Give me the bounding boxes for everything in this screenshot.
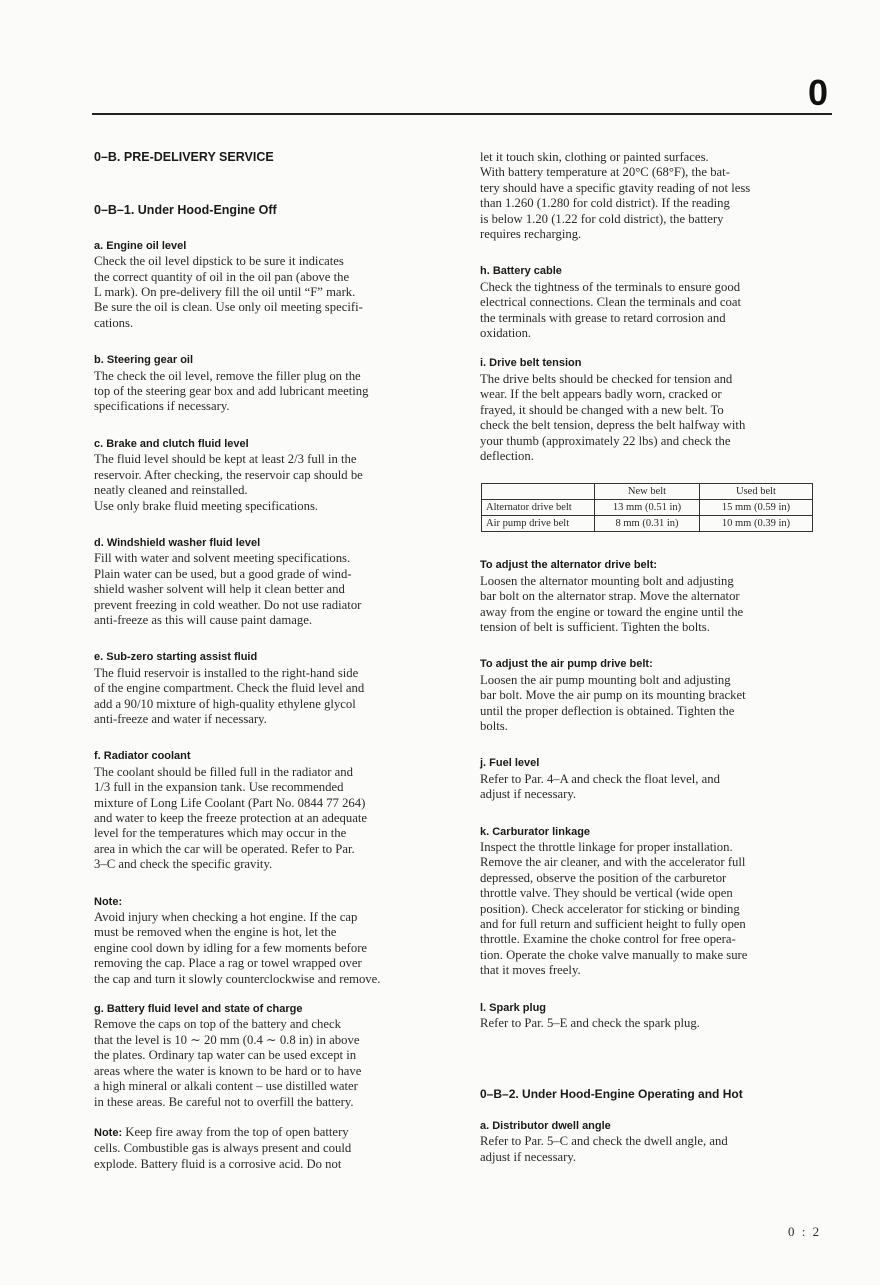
text-line: away from the engine or toward the engine until the [480, 604, 744, 619]
text-line: The coolant should be filled full in the radiator and [94, 764, 353, 779]
text-line: the plates. Ordinary tap water can be used except in [94, 1048, 357, 1063]
text-line: area in which the car will be operated. Refer to Par. [94, 841, 355, 856]
text-line: that the level is 10 ∼ 20 mm (0.4 ∼ 0.8 in) in above [94, 1032, 360, 1047]
text-line: Inspect the throttle linkage for proper installation. [480, 840, 733, 854]
text-line: neatly cleaned and reinstalled. [94, 483, 248, 498]
left-column [94, 150, 442, 1172]
item-heading: h. Battery cable [480, 265, 562, 278]
item-heading: To adjust the air pump drive belt: [480, 658, 653, 671]
table-cell: 15 mm (0.59 in) [700, 500, 813, 516]
text-line: adjust if necessary. [480, 787, 577, 802]
item-heading: i. Drive belt tension [480, 357, 582, 370]
item-heading: j. Fuel level [480, 757, 540, 770]
item-heading: l. Spark plug [480, 1001, 547, 1014]
table-row [482, 500, 813, 516]
text-line: Remove the caps on top of the battery and check [94, 1017, 341, 1032]
text-line: than 1.260 (1.280 for cold district). If the reading [480, 196, 730, 211]
text-line: explode. Battery fluid is a corrosive acid. Do not [94, 1156, 342, 1171]
note-heading: Note: [94, 895, 123, 908]
text-line: and for full return and sufficient height to fully open [480, 917, 746, 932]
text-line: tion. Operate the choke valve manually to make sure [480, 947, 748, 962]
text-line: engine cool down by idling for a few moments before [94, 940, 368, 955]
section-title: 0–B. PRE-DELIVERY SERVICE [94, 150, 274, 164]
text-line: throttle valve. They should be vertical (wide open [480, 886, 733, 901]
item-heading: f. Radiator coolant [94, 750, 191, 763]
text-line: your thumb (approximately 22 lbs) and check the [480, 433, 731, 448]
text-line: a high mineral or alkali content – use distilled water [94, 1079, 358, 1094]
item-heading: a. Distributor dwell angle [480, 1119, 611, 1132]
text-line: Fill with water and solvent meeting specifications. [94, 551, 351, 566]
text-line: The fluid level should be kept at least 2/3 full in the [94, 452, 357, 467]
table-cell: Air pump drive belt [482, 516, 595, 532]
text-line: areas where the water is known to be hard or to have [94, 1063, 362, 1078]
text-line: and water to keep the freeze protection at an adequate [94, 811, 367, 825]
table-row [482, 516, 813, 532]
text-line: add a 90/10 mixture of high-quality ethylene glycol [94, 696, 356, 711]
text-line: bar bolt. Move the air pump on its mounting bracket [480, 688, 746, 703]
item-heading: d. Windshield washer fluid level [94, 536, 261, 549]
text-line: anti-freeze as this will cause paint damage. [94, 612, 313, 627]
table-cell: 10 mm (0.39 in) [700, 516, 813, 532]
text-line: the terminals with grease to retard corrosion and [480, 310, 726, 325]
text-line: mixture of Long Life Coolant (Part No. 0844 77 264) [94, 795, 366, 810]
text-line: until the proper deflection is obtained. Tighten the [480, 703, 735, 718]
text-line: depressed, observe the position of the carburetor [480, 870, 727, 885]
text-line: is below 1.20 (1.22 for cold district), the battery [480, 211, 724, 226]
section-tab: 0 [808, 72, 829, 113]
text-line: cells. Combustible gas is always present and could [94, 1141, 352, 1156]
item-heading: e. Sub-zero starting assist fluid [94, 651, 258, 664]
text-line: level for the temperatures which may occur in the [94, 826, 347, 841]
text-line: anti-freeze and water if necessary. [94, 711, 267, 726]
text-line: 3–C and check the specific gravity. [94, 857, 273, 872]
text-line: in these areas. Be careful not to overfill the battery. [94, 1094, 354, 1109]
text-line: Loosen the alternator mounting bolt and adjusting [480, 573, 734, 588]
table-cell: 8 mm (0.31 in) [595, 516, 700, 532]
text-line: Avoid injury when checking a hot engine. If the cap [94, 910, 358, 925]
text-line: Check the oil level dipstick to be sure it indicates [94, 254, 344, 269]
item-heading: g. Battery fluid level and state of charge [94, 1003, 303, 1016]
text-line: Check the tightness of the terminals to ensure good [480, 279, 741, 294]
text-line: Be sure the oil is clean. Use only oil meeting specifi- [94, 300, 363, 315]
item-heading: a. Engine oil level [94, 239, 187, 252]
page-number: 0 : 2 [788, 1224, 822, 1239]
text-line: oxidation. [480, 326, 532, 341]
item-heading: c. Brake and clutch fluid level [94, 437, 249, 450]
text-line: the correct quantity of oil in the oil pan (above the [94, 269, 350, 284]
text-line: let it touch skin, clothing or painted surfaces. [480, 150, 709, 164]
text-line: tension of belt is sufficient. Tighten the bolts. [480, 619, 710, 634]
header-rule [92, 113, 832, 115]
text-line: check the belt tension, depress the belt halfway with [480, 418, 746, 433]
text-line: position). Check accelerator for sticking or binding [480, 901, 740, 916]
text-line: bar bolt on the alternator strap. Move the alternator [480, 589, 740, 604]
text-line: prevent freezing in cold weather. Do not use radiator [94, 597, 362, 612]
text-line: bolts. [480, 718, 508, 733]
text-line: Refer to Par. 5–E and check the spark plug. [480, 1016, 700, 1031]
table-header-cell: New belt [595, 484, 700, 500]
text-line: Remove the air cleaner, and with the accelerator full [480, 855, 746, 870]
text-line: frayed, it should be changed with a new belt. To [480, 402, 724, 417]
text-line: reservoir. After checking, the reservoir cap should be [94, 467, 363, 482]
text-line: The check the oil level, remove the filler plug on the [94, 368, 361, 383]
table-header-row [482, 484, 813, 500]
text-line: must be removed when the engine is hot, let the [94, 925, 337, 940]
note-paragraph [94, 1125, 442, 1141]
text-line: tery should have a specific gtavity reading of not less [480, 180, 751, 195]
table-header-cell: Used belt [700, 484, 813, 500]
item-heading: k. Carburator linkage [480, 825, 591, 838]
text-line: top of the steering gear box and add lubricant meeting [94, 384, 369, 399]
text-line: The fluid reservoir is installed to the right-hand side [94, 665, 359, 680]
text-line: the cap and turn it slowly counterclockwise and remove. [94, 971, 381, 986]
text-line: shield washer solvent will help it clean better and [94, 582, 345, 597]
table-corner-cell [482, 484, 595, 500]
text-line: Refer to Par. 4–A and check the float level, and [480, 771, 720, 786]
text-line: With battery temperature at 20°C (68°F), the bat- [480, 165, 730, 180]
text-line: L mark). On pre-delivery fill the oil until “F” mark. [94, 285, 356, 300]
text-line: The drive belts should be checked for tension and [480, 371, 733, 386]
text-line: cations. [94, 315, 134, 330]
subsection-title: 0–B–2. Under Hood-Engine Operating and Hot [480, 1087, 743, 1102]
belt-deflection-table [481, 483, 813, 532]
text-line: 1/3 full in the expansion tank. Use recommended [94, 780, 344, 795]
note-heading: Note: [94, 1126, 123, 1139]
table-cell: Alternator drive belt [482, 500, 595, 516]
text-line: throttle. Examine the choke control for free opera- [480, 932, 736, 947]
item-heading: To adjust the alternator drive belt: [480, 559, 658, 572]
text-line: electrical connections. Clean the terminals and coat [480, 295, 742, 310]
text-line: of the engine compartment. Check the fluid level and [94, 681, 365, 696]
subsection-title: 0–B–1. Under Hood-Engine Off [94, 203, 277, 218]
text-line: Loosen the air pump mounting bolt and adjusting [480, 672, 731, 687]
text-line: requires recharging. [480, 227, 582, 242]
text-line: wear. If the belt appears badly worn, cracked or [480, 387, 722, 402]
right-column [480, 150, 826, 1165]
table-cell: 13 mm (0.51 in) [595, 500, 700, 516]
item-heading: b. Steering gear oil [94, 354, 194, 367]
text-line: specifications if necessary. [94, 399, 230, 414]
text-line: Refer to Par. 5–C and check the dwell angle, and [480, 1134, 728, 1149]
text-line: deflection. [480, 448, 534, 463]
text-line: Keep fire away from the top of open battery [125, 1124, 349, 1139]
text-line: adjust if necessary. [480, 1149, 577, 1164]
text-line: removing the cap. Place a rag or towel wrapped over [94, 956, 362, 971]
text-line: Use only brake fluid meeting specifications. [94, 498, 319, 513]
text-line: that it moves freely. [480, 963, 581, 978]
text-line: Plain water can be used, but a good grade of wind- [94, 566, 352, 581]
